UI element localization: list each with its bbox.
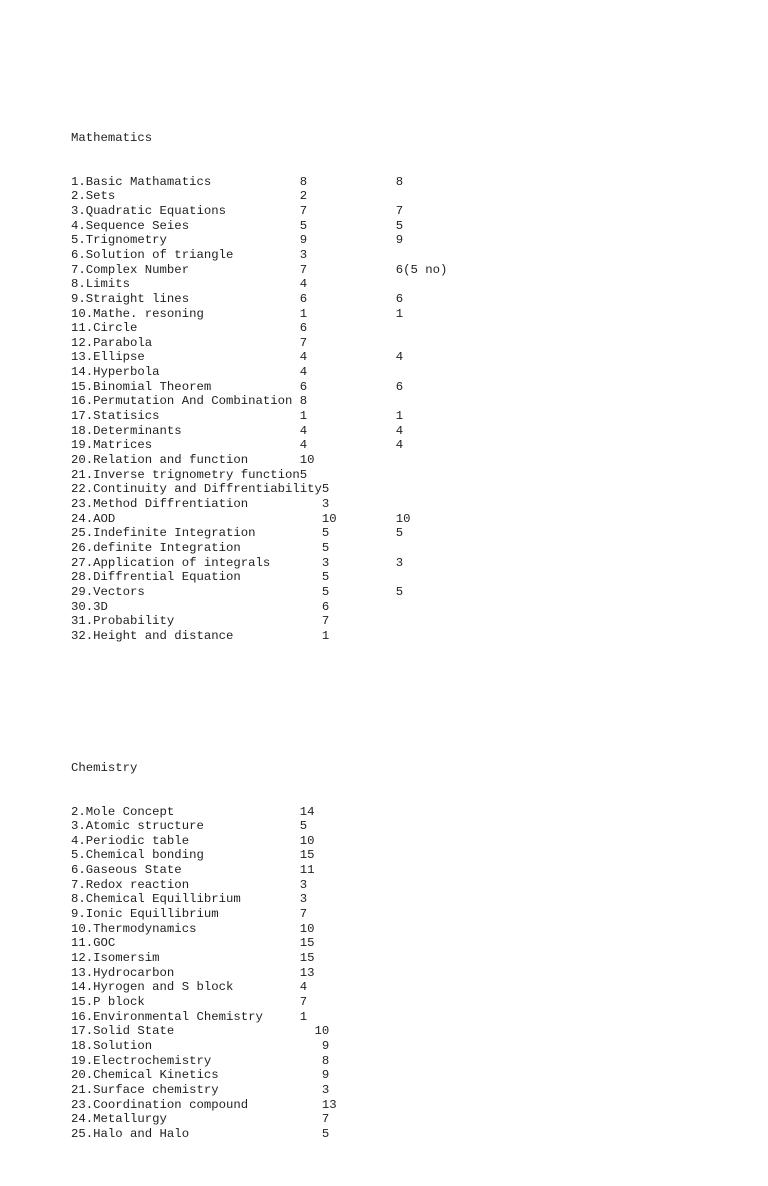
topic-line: 22.Continuity and Diffrentiability5 (71, 482, 330, 497)
topic-line: 25.Halo and Halo 5 (71, 1126, 330, 1141)
topic-line: 21.Inverse trignometry function5 (71, 467, 308, 482)
topic-line: 8.Limits 4 (71, 277, 308, 292)
topic-line: 21.Surface chemistry 3 (71, 1082, 330, 1097)
topic-line: 14.Hyperbola 4 (71, 365, 308, 380)
topic-line: 10.Thermodynamics 10 (71, 921, 315, 936)
topic-line: 4.Sequence Seies 5 5 (71, 218, 404, 233)
topic-line: 24.AOD 10 10 (71, 511, 411, 526)
topic-line: 7.Complex Number 7 6(5 no) (71, 262, 448, 277)
topic-line: 3.Atomic structure 5 (71, 819, 308, 834)
section-mathematics (71, 101, 751, 673)
topic-line: 25.Indefinite Integration 5 5 (71, 526, 404, 541)
topic-line: 16.Environmental Chemistry 1 (71, 1009, 308, 1024)
topic-line: 8.Chemical Equillibrium 3 (71, 892, 308, 907)
topic-line: 23.Method Diffrentiation 3 (71, 497, 330, 512)
topic-line: 2.Sets 2 (71, 189, 308, 204)
topic-line: 18.Determinants 4 4 (71, 423, 404, 438)
topic-line: 31.Probability 7 (71, 614, 330, 629)
topic-line: 13.Ellipse 4 4 (71, 350, 404, 365)
topic-line: 14.Hyrogen and S block 4 (71, 980, 308, 995)
topic-line: 15.P block 7 (71, 995, 308, 1010)
topic-line: 23.Coordination compound 13 (71, 1097, 337, 1112)
topic-list (71, 175, 751, 644)
topic-line: 18.Solution 9 (71, 1039, 330, 1053)
topic-line: 6.Gaseous State 11 (71, 863, 315, 878)
topic-line: 5.Trignometry 9 9 (71, 233, 404, 248)
topic-line: 27.Application of integrals 3 3 (71, 555, 404, 570)
topic-line: 24.Metallurgy 7 (71, 1112, 330, 1127)
topic-line: 1.Basic Mathamatics 8 8 (71, 174, 404, 189)
topic-line: 13.Hydrocarbon 13 (71, 965, 315, 980)
topic-line: 30.3D 6 (71, 599, 330, 614)
topic-line: 29.Vectors 5 5 (71, 584, 404, 599)
document-body (71, 72, 751, 1186)
topic-line: 12.Parabola 7 (71, 335, 308, 350)
topic-line: 11.GOC 15 (71, 936, 315, 951)
topic-line: 16.Permutation And Combination 8 (71, 394, 308, 409)
topic-line: 20.Relation and function 10 (71, 453, 315, 468)
topic-line: 19.Electrochemistry 8 (71, 1053, 330, 1068)
topic-line: 9.Straight lines 6 6 (71, 291, 404, 306)
topic-line: 5.Chemical bonding 15 (71, 848, 315, 863)
topic-line: 20.Chemical Kinetics 9 (71, 1068, 330, 1083)
topic-line: 17.Solid State 10 (71, 1024, 330, 1039)
topic-line: 2.Mole Concept 14 (71, 804, 315, 819)
topic-line: 26.definite Integration 5 (71, 541, 330, 555)
topic-line: 9.Ionic Equillibrium 7 (71, 907, 308, 922)
section-chemistry (71, 731, 751, 1171)
topic-line: 11.Circle 6 (71, 321, 308, 336)
topic-line: 7.Redox reaction 3 (71, 877, 308, 892)
topic-line: 28.Diffrential Equation 5 (71, 570, 330, 585)
topic-line: 19.Matrices 4 4 (71, 438, 404, 453)
topic-line: 6.Solution of triangle 3 (71, 247, 308, 262)
section-heading: Mathematics (71, 130, 153, 145)
topic-line: 4.Periodic table 10 (71, 833, 315, 848)
topic-line: 32.Height and distance 1 (71, 628, 330, 643)
topic-line: 3.Quadratic Equations 7 7 (71, 203, 404, 218)
topic-line: 15.Binomial Theorem 6 6 (71, 379, 404, 394)
section-heading: Chemistry (71, 760, 138, 775)
topic-line: 10.Mathe. resoning 1 1 (71, 306, 404, 321)
topic-line: 12.Isomersim 15 (71, 951, 315, 966)
topic-line: 17.Statisics 1 1 (71, 409, 404, 424)
topic-list (71, 805, 751, 1142)
